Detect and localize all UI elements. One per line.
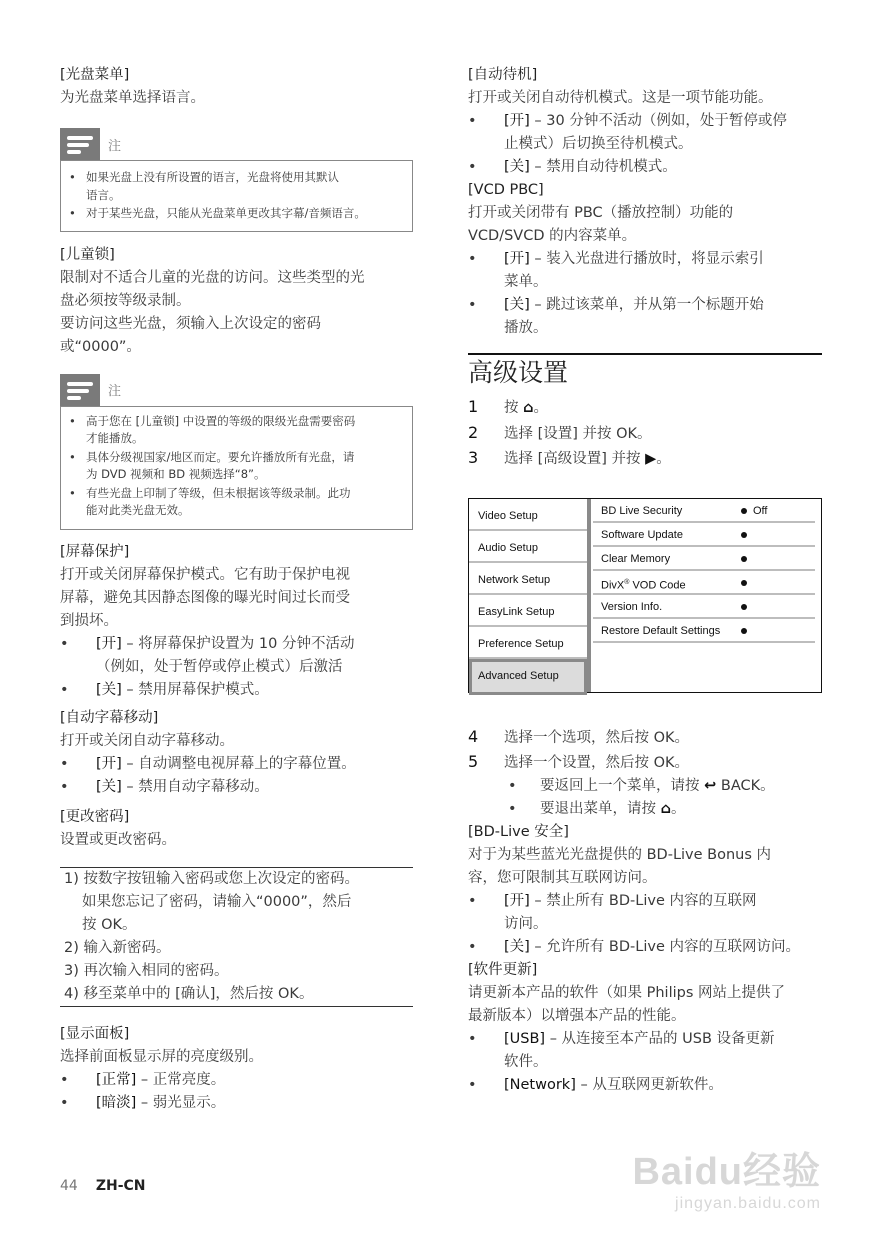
option-software-update: Software Update [593, 524, 815, 547]
disc-menu-desc: 为光盘菜单选择语言。 [60, 90, 205, 106]
option-version-info: Version Info. [593, 596, 815, 619]
bd-live-line: 对于为某些蓝光光盘提供的 BD-Live Bonus 内 [468, 846, 772, 863]
parental-line: 或“0000”。 [60, 338, 141, 355]
password-step: 2) 输入新密码。 [64, 939, 171, 956]
password-step: 4) 移至菜单中的 [确认]，然后按 OK。 [64, 985, 314, 1002]
subtitle-shift-off: • [关] – 禁用自动字幕移动。 [60, 776, 413, 799]
note-1 [60, 128, 413, 232]
menu-item-video-setup: Video Setup [469, 499, 587, 531]
note-item: • 对于某些光盘，只能从光盘菜单更改其字幕/音频语言。 [69, 205, 402, 223]
menu-options [593, 499, 815, 643]
language-code: ZH-CN [95, 1178, 146, 1194]
left-column [60, 64, 413, 1115]
sub-bullet-back: • 要返回上一个菜单，请按 ↩ BACK。 [468, 775, 822, 798]
bd-live-line: 容，您可限制其互联网访问。 [468, 869, 657, 886]
note-label: 注 [108, 138, 122, 154]
vcd-pbc-off-cont: 播放。 [504, 320, 548, 336]
note-item-cont: 为 DVD 视频和 BD 视频选择“8”。 [86, 467, 266, 481]
note-label: 注 [108, 384, 122, 399]
sub-bullet-exit: • 要退出菜单，请按 ⌂。 [468, 798, 822, 821]
option-restore-defaults: Restore Default Settings [593, 620, 815, 643]
section-rule [468, 353, 822, 355]
note-item: • 具体分级视国家/地区而定。要允许播放所有光盘，请 [69, 449, 402, 467]
home-icon: ⌂ [660, 800, 671, 817]
vcd-pbc-on-cont: 菜单。 [504, 274, 548, 290]
password-step: 1) 按数字按钮输入密码或您上次设定的密码。 [64, 870, 359, 887]
bd-live-heading: [BD-Live 安全] [468, 823, 569, 840]
watermark [632, 1140, 821, 1213]
vcd-pbc-off: • [关] – 跳过该菜单，并从第一个标题开始 [468, 294, 822, 317]
setup-menu-screenshot [468, 498, 822, 693]
page-number: 44 [60, 1178, 78, 1194]
step-3: 3 选择 [高级设置] 并按 ▶。 [468, 448, 671, 467]
password-heading: [更改密码] [60, 808, 130, 825]
bd-live-off: • [关] – 允许所有 BD-Live 内容的互联网访问。 [468, 936, 822, 959]
parental-line: 要访问这些光盘，须输入上次设定的密码 [60, 315, 321, 332]
note-item-cont: 才能播放。 [86, 431, 144, 445]
screensaver-line: 打开或关闭屏幕保护模式。它有助于保护电视 [60, 566, 350, 583]
note-item: • 如果光盘上没有所设置的语言，光盘将使用其默认 [69, 169, 402, 187]
display-panel-heading: [显示面板] [60, 1025, 130, 1042]
step-5: 5 选择一个设置，然后按 OK。 [468, 752, 690, 771]
password-step-cont: 如果您忘记了密码，请输入“0000”，然后 [82, 893, 352, 910]
note-icon [60, 374, 100, 406]
password-step: 3) 再次输入相同的密码。 [64, 962, 229, 979]
screensaver-line: 屏幕，避免其因静态图像的曝光时间过长而受 [60, 589, 350, 606]
parental-line: 盘必须按等级录制。 [60, 292, 191, 309]
software-update-usb-cont: 软件。 [504, 1053, 548, 1070]
screensaver-line: 到损坏。 [60, 612, 118, 629]
note-item-cont: 语言。 [86, 187, 121, 202]
back-icon: ↩ [704, 777, 717, 794]
menu-item-audio-setup: Audio Setup [469, 531, 587, 563]
software-update-network: • [Network] – 从互联网更新软件。 [468, 1074, 822, 1097]
divider [60, 1006, 413, 1007]
play-icon: ▶ [645, 451, 657, 467]
subtitle-shift-heading: [自动字幕移动] [60, 709, 159, 726]
password-step-cont: 按 OK。 [82, 916, 137, 933]
option-clear-memory: Clear Memory [593, 548, 815, 571]
auto-standby-on-cont: 止模式）后切换至待机模式。 [504, 136, 693, 152]
bd-live-on-cont: 访问。 [504, 915, 548, 932]
option-divx-vod-code: DivX® VOD Code [593, 572, 815, 595]
step-4: 4 选择一个选项，然后按 OK。 [468, 726, 690, 746]
step-1: 1 按 ⌂。 [468, 397, 548, 416]
menu-item-advanced-setup: Advanced Setup [469, 659, 587, 695]
menu-item-network-setup: Network Setup [469, 563, 587, 595]
screensaver-off: • [关] – 禁用屏幕保护模式。 [60, 679, 413, 702]
software-update-heading: [软件更新] [468, 961, 538, 978]
auto-standby-on: • [开] – 30 分钟不活动（例如，处于暂停或停 [468, 110, 822, 133]
display-panel-normal: • [正常] – 正常亮度。 [60, 1069, 413, 1092]
right-column [468, 64, 822, 1097]
screensaver-heading: [屏幕保护] [60, 543, 130, 560]
parental-line: 限制对不适合儿童的光盘的访问。这些类型的光 [60, 269, 365, 286]
page-footer [60, 1178, 146, 1194]
option-bd-live-security: BD Live Security Off [593, 500, 815, 523]
software-update-line: 请更新本产品的软件（如果 Philips 网站上提供了 [468, 984, 785, 1001]
software-update-usb: • [USB] – 从连接至本产品的 USB 设备更新 [468, 1028, 822, 1051]
home-icon: ⌂ [523, 400, 534, 416]
watermark-logo: Baidu经验 [632, 1151, 821, 1193]
note-icon [60, 128, 100, 160]
auto-standby-heading: [自动待机] [468, 67, 538, 83]
vcd-pbc-on: • [开] – 装入光盘进行播放时，将显示索引 [468, 248, 822, 271]
watermark-url: jingyan.baidu.com [675, 1195, 821, 1212]
subtitle-shift-desc: 打开或关闭自动字幕移动。 [60, 732, 234, 749]
parental-heading: [儿童锁] [60, 246, 115, 263]
screensaver-on-cont: （例如，处于暂停或停止模式）后激活 [96, 658, 343, 675]
bd-live-on: • [开] – 禁止所有 BD-Live 内容的互联网 [468, 890, 822, 913]
menu-item-easylink-setup: EasyLink Setup [469, 595, 587, 627]
auto-standby-desc: 打开或关闭自动待机模式。这是一项节能功能。 [468, 90, 773, 106]
display-panel-desc: 选择前面板显示屏的亮度级别。 [60, 1048, 263, 1065]
vcd-pbc-line: VCD/SVCD 的内容菜单。 [468, 228, 637, 244]
screensaver-on: • [开] – 将屏幕保护设置为 10 分钟不活动 [60, 633, 413, 656]
note-2 [60, 374, 413, 530]
menu-item-preference-setup: Preference Setup [469, 627, 587, 659]
software-update-line: 最新版本）以增强本产品的性能。 [468, 1007, 686, 1024]
step-2: 2 选择 [设置] 并按 OK。 [468, 422, 652, 442]
vcd-pbc-heading: [VCD PBC] [468, 182, 544, 198]
note-item: • 高于您在 [儿童锁] 中设置的等级的限级光盘需要密码 [69, 413, 402, 431]
menu-categories [469, 499, 591, 692]
auto-standby-off: • [关] – 禁用自动待机模式。 [468, 156, 822, 179]
note-item-cont: 能对此类光盘无效。 [86, 503, 190, 517]
note-item: • 有些光盘上印制了等级，但未根据该等级录制。此功 [69, 485, 402, 503]
section-title: 高级设置 [468, 358, 569, 387]
subtitle-shift-on: • [开] – 自动调整电视屏幕上的字幕位置。 [60, 753, 413, 776]
display-panel-dim: • [暗淡] – 弱光显示。 [60, 1092, 413, 1115]
disc-menu-heading: [光盘菜单] [60, 67, 130, 83]
vcd-pbc-line: 打开或关闭带有 PBC（播放控制）功能的 [468, 205, 734, 221]
password-desc: 设置或更改密码。 [60, 831, 176, 848]
